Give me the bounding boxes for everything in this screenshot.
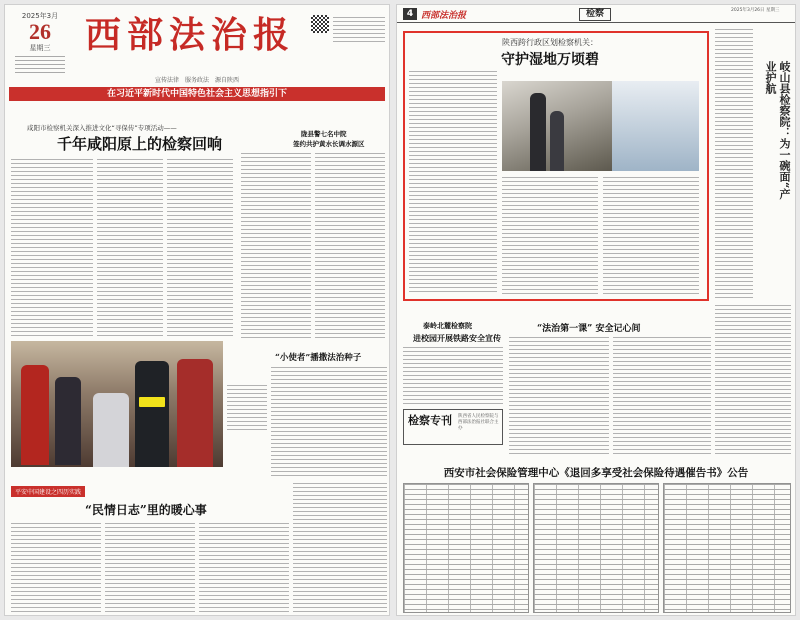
bottom-body-col1 xyxy=(11,523,101,613)
masthead-title: 西部法治报 xyxy=(85,14,296,56)
side-story-body-col1 xyxy=(241,153,311,339)
side-story-body-col2 xyxy=(315,153,385,339)
notice-title: 西安市社会保险管理中心《退回多享受社会保险待遇催告书》公告 xyxy=(443,467,749,479)
bottom-headline: “民情日志”里的暖心事 xyxy=(85,503,207,517)
news-photo-crowd xyxy=(11,341,223,467)
lead-headline: 千年咸阳原上的检察回响 xyxy=(57,135,223,153)
side-body-col2 xyxy=(715,305,791,455)
lead-body-col1 xyxy=(11,159,93,337)
side-headline-vertical: 岐山县检察院：为一碗面“产业护航 xyxy=(764,61,791,200)
notice-table-3 xyxy=(663,483,791,613)
side-story-headline: 签约共护黄水长调水源区 xyxy=(293,140,365,148)
date-block xyxy=(11,11,69,74)
front-page xyxy=(4,4,390,616)
story2-body xyxy=(271,367,387,477)
date-weekday: 星期三 xyxy=(29,44,51,52)
special-issue-box xyxy=(403,409,503,445)
story2-headline: “小使者”播撒法治种子 xyxy=(275,353,362,363)
top-banner: 在习近平新时代中国特色社会主义思想指引下 xyxy=(9,87,385,101)
bottom-body-col2 xyxy=(105,523,195,613)
lead-body-col3 xyxy=(167,159,233,337)
header-paper-name: 西部法治报 xyxy=(421,11,467,21)
page-header xyxy=(397,5,795,23)
issue-info-lines xyxy=(15,56,65,74)
feature-photo-wetland xyxy=(502,81,699,171)
notice-table-2 xyxy=(533,483,659,613)
header-date: 2025年3月26日 星期三 xyxy=(731,8,780,13)
story-a-body xyxy=(403,347,503,405)
date-month: 2025年3月 xyxy=(21,12,59,20)
feature-headline: 守护湿地万顷碧 xyxy=(501,52,599,68)
story-a-kicker: 泰岭北麓检察院 xyxy=(423,321,472,330)
section-flag: 平安中国建设之四历实践 xyxy=(11,486,85,497)
feature-body-col1 xyxy=(409,71,497,295)
qr-code-icon xyxy=(311,15,329,33)
story-b-headline: “法治第一课” 安全记心间 xyxy=(537,324,641,334)
feature-kicker: 陕西跨行政区划检察机关： xyxy=(502,38,598,47)
date-day: 26 xyxy=(29,19,51,44)
lead-kicker: 咸阳市检察机关深入推进文化“寻保传”专项活动—— xyxy=(27,124,177,132)
inside-page xyxy=(396,4,796,616)
lead-body-col2 xyxy=(97,159,163,337)
bottom-body-col3 xyxy=(199,523,289,613)
special-issue-title: 检察专刊 xyxy=(408,414,452,427)
bottom-body-col4 xyxy=(293,483,387,613)
masthead-slogan: 宣传法律 服务政法 源自陕西 xyxy=(154,77,239,84)
section-title: 检察 xyxy=(579,8,611,21)
feature-body-col3 xyxy=(603,177,699,295)
special-issue-subtitle: 陕西省人民检察院与西部法治报社联合主办 xyxy=(458,414,499,431)
story-b-body-col1 xyxy=(509,337,609,455)
photo-caption xyxy=(227,385,267,433)
side-story-kicker: 陇县警七名中院 xyxy=(301,130,347,138)
notice-table-1 xyxy=(403,483,529,613)
story-a-headline: 进校园开展铁路安全宣传 xyxy=(413,333,501,343)
masthead-info-text xyxy=(333,17,385,43)
side-body-col xyxy=(715,29,753,299)
feature-body-col2 xyxy=(502,177,598,295)
story-b-body-col2 xyxy=(613,337,711,455)
page-number: 4 xyxy=(403,8,417,20)
